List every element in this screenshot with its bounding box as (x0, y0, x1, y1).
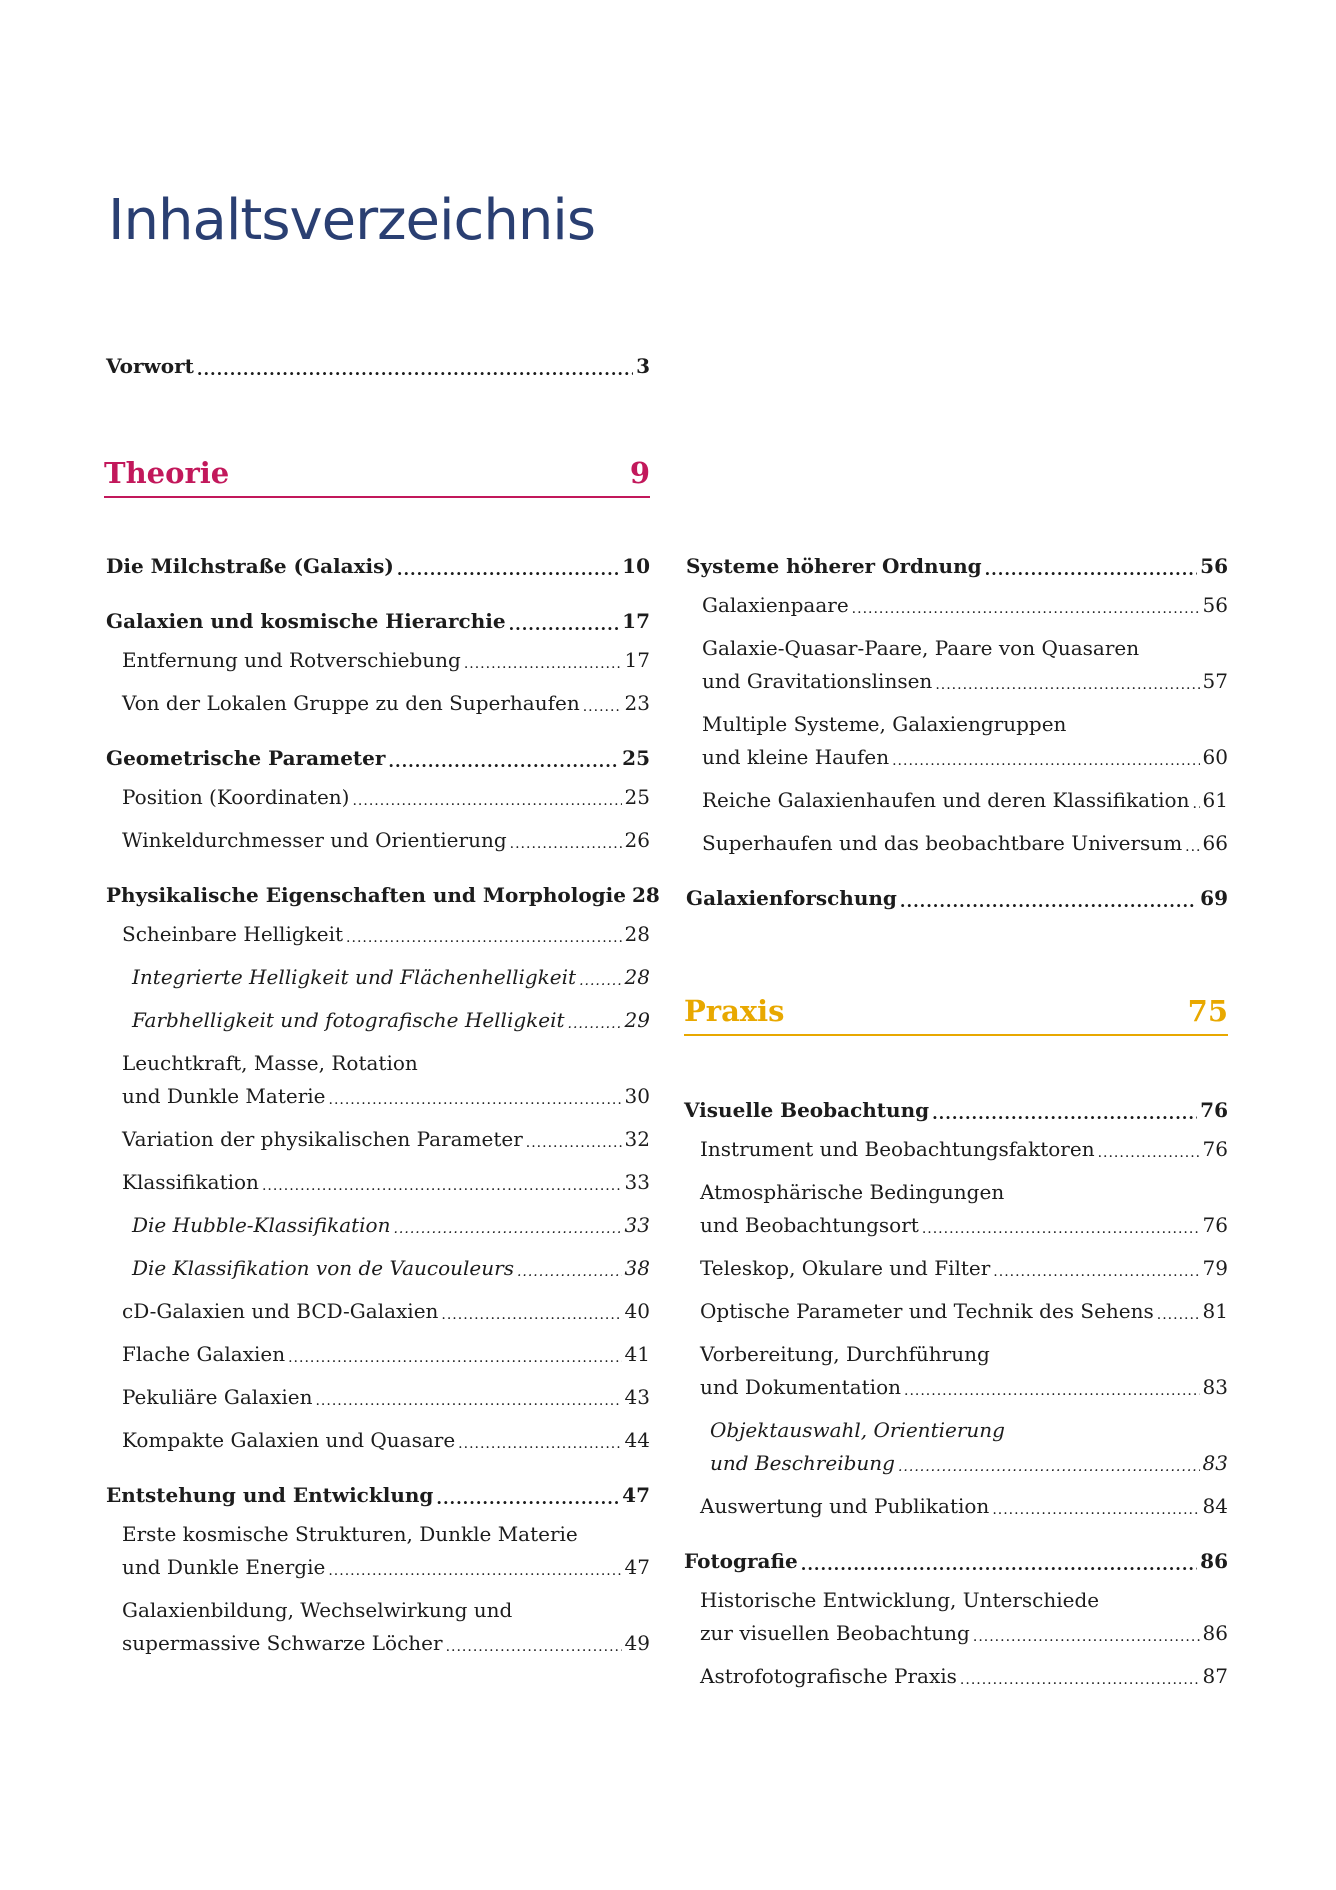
toc-entry-label: Geometrische Parameter (106, 746, 386, 770)
toc-entry-label: Multiple Systeme, Galaxiengruppen (702, 712, 1067, 736)
leader-dots (526, 1130, 622, 1156)
toc-entry-page: 25 (624, 785, 650, 809)
section-heading-theorie[interactable] (104, 450, 650, 498)
leader-dots (900, 889, 1197, 915)
toc-entry[interactable] (686, 827, 1228, 860)
toc-column-left (106, 550, 660, 1670)
toc-entry-page: 28 (632, 883, 660, 907)
toc-entry-label-continued: supermassive Schwarze Löcher (122, 1631, 443, 1655)
toc-entry-page: 30 (624, 1084, 650, 1108)
toc-entry-page: 76 (1202, 1137, 1228, 1161)
toc-entry-label: Physikalische Eigenschaften und Morphologie (106, 883, 626, 907)
leader-dots (441, 1302, 621, 1328)
section-page: 75 (1187, 994, 1228, 1028)
toc-entry[interactable] (686, 708, 1228, 774)
toc-entry-label: Farbhelligkeit und fotografische Helligkeit (132, 1008, 565, 1032)
toc-entry-page: 83 (1202, 1375, 1228, 1399)
toc-entry[interactable] (684, 1490, 1228, 1523)
section-title: Theorie (104, 456, 230, 490)
toc-entry[interactable] (684, 1660, 1228, 1693)
toc-entry-page: 79 (1202, 1256, 1228, 1280)
toc-entry[interactable] (686, 550, 1228, 583)
toc-entry[interactable] (106, 1166, 650, 1199)
toc-entry-label: Galaxienbildung, Wechselwirkung und (122, 1598, 513, 1622)
toc-entry-page: 56 (1200, 554, 1228, 578)
toc-entry-label-continued: und Beschreibung (710, 1451, 895, 1475)
leader-dots (1185, 834, 1199, 860)
toc-entry-page: 38 (624, 1256, 650, 1280)
toc-entry-page: 43 (624, 1385, 650, 1409)
leader-dots (262, 1173, 622, 1199)
leader-dots (446, 1634, 622, 1660)
toc-entry-label: Von der Lokalen Gruppe zu den Superhaufen (122, 691, 580, 715)
toc-entry-page: 29 (624, 1008, 650, 1032)
toc-entry[interactable] (684, 1295, 1228, 1328)
toc-entry[interactable] (106, 1424, 650, 1457)
toc-entry-label: Die Milchstraße (Galaxis) (106, 554, 394, 578)
toc-entry-page: 47 (624, 1555, 650, 1579)
toc-entry-page: 87 (1202, 1664, 1228, 1688)
toc-entry[interactable] (686, 882, 1228, 915)
leader-dots (852, 596, 1200, 622)
toc-entry-page: 60 (1202, 745, 1228, 769)
toc-entry[interactable] (106, 961, 650, 994)
toc-entry-label: Scheinbare Helligkeit (122, 922, 344, 946)
toc-entry-page: 33 (624, 1170, 650, 1194)
toc-entry-label: Entfernung und Rotverschiebung (122, 648, 461, 672)
toc-entry[interactable] (684, 1545, 1228, 1578)
toc-entry-label: Galaxien und kosmische Hierarchie (106, 609, 506, 633)
toc-entry-label-continued: und Dokumentation (700, 1375, 901, 1399)
leader-dots (1157, 1302, 1200, 1328)
leader-dots (1098, 1140, 1200, 1166)
toc-entry[interactable] (106, 550, 650, 583)
toc-entry[interactable] (686, 632, 1228, 698)
toc-entry-page: 17 (624, 648, 650, 672)
toc-entry-label: Flache Galaxien (122, 1342, 286, 1366)
leader-dots (960, 1667, 1200, 1693)
toc-entry-label: Klassifikation (122, 1170, 259, 1194)
toc-entry[interactable] (106, 824, 650, 857)
leader-dots (329, 1087, 622, 1113)
toc-entry-label: Entstehung und Entwicklung (106, 1483, 434, 1507)
toc-entry[interactable] (106, 1479, 650, 1512)
leader-dots (904, 1378, 1200, 1404)
toc-entry-label: Erste kosmische Strukturen, Dunkle Materie (122, 1522, 578, 1546)
toc-entry[interactable] (106, 1295, 650, 1328)
toc-entry[interactable] (106, 918, 650, 951)
leader-dots (932, 1101, 1197, 1127)
leader-dots (935, 672, 1199, 698)
toc-entry-page: 76 (1202, 1213, 1228, 1237)
toc-entry-page: 10 (622, 554, 650, 578)
toc-entry-label-continued: und Beobachtungsort (700, 1213, 919, 1237)
toc-entry-label: Optische Parameter und Technik des Sehens (700, 1299, 1154, 1323)
leader-dots (985, 557, 1198, 583)
section-page: 9 (629, 456, 650, 490)
toc-entry-page: 28 (624, 922, 650, 946)
toc-entry-label: Variation der physikalischen Parameter (122, 1127, 523, 1151)
toc-entry-label: Objektauswahl, Orientierung (710, 1418, 1005, 1442)
toc-entry-label: Reiche Galaxienhaufen und deren Klassifikation (702, 788, 1190, 812)
toc-entry[interactable] (106, 1338, 650, 1371)
toc-entry-label: Galaxienpaare (702, 593, 849, 617)
leader-dots (892, 748, 1199, 774)
toc-entry[interactable] (106, 644, 650, 677)
toc-entry-label: Systeme höherer Ordnung (686, 554, 982, 578)
toc-entry[interactable] (106, 1047, 650, 1113)
toc-entry-page: 3 (636, 354, 650, 378)
toc-entry-label: Galaxie-Quasar-Paare, Paare von Quasaren (702, 636, 1140, 660)
toc-entry[interactable] (684, 1414, 1228, 1480)
toc-entry[interactable] (106, 1381, 650, 1414)
toc-entry[interactable] (684, 1094, 1228, 1127)
toc-entry-label: Historische Entwicklung, Unterschiede (700, 1588, 1100, 1612)
toc-entry[interactable] (684, 1584, 1228, 1650)
leader-dots (458, 1431, 621, 1457)
toc-entry-page: 57 (1202, 669, 1228, 693)
toc-entry[interactable] (106, 781, 650, 814)
toc-entry-label: Visuelle Beobachtung (684, 1098, 930, 1122)
leader-dots (288, 1345, 621, 1371)
toc-entry-page: 86 (1200, 1549, 1228, 1573)
toc-entry-page: 56 (1202, 593, 1228, 617)
leader-dots (393, 1216, 621, 1242)
toc-entry-page: 32 (624, 1127, 650, 1151)
toc-entry[interactable] (106, 687, 650, 720)
toc-entry-label-continued: zur visuellen Beobachtung (700, 1621, 970, 1645)
toc-entry-vorwort[interactable] (106, 350, 650, 383)
toc-entry[interactable] (106, 1123, 650, 1156)
toc-entry-label: Auswertung und Publikation (700, 1494, 990, 1518)
leader-dots (464, 651, 622, 677)
toc-entry-label: Die Klassifikation von de Vaucouleurs (132, 1256, 514, 1280)
toc-entry[interactable] (106, 1004, 650, 1037)
leader-dots (583, 694, 622, 720)
toc-entry-page: 76 (1200, 1098, 1228, 1122)
leader-dots (328, 1558, 621, 1584)
toc-entry-label: Position (Koordinaten) (122, 785, 350, 809)
toc-entry-page: 86 (1202, 1621, 1228, 1645)
toc-entry-label: Kompakte Galaxien und Quasare (122, 1428, 456, 1452)
page-title: Inhaltsverzeichnis (108, 188, 596, 253)
toc-entry-page: 17 (622, 609, 650, 633)
toc-entry[interactable] (106, 742, 650, 775)
toc-entry-label: Galaxienforschung (686, 886, 897, 910)
leader-dots (1192, 791, 1199, 817)
toc-entry-page: 66 (1202, 831, 1228, 855)
toc-entry-page: 25 (622, 746, 650, 770)
leader-dots (397, 557, 619, 583)
toc-entry-page: 41 (624, 1342, 650, 1366)
toc-entry-label: Leuchtkraft, Masse, Rotation (122, 1051, 418, 1075)
toc-entry[interactable] (686, 784, 1228, 817)
toc-entry-label: Die Hubble-Klassifikation (132, 1213, 391, 1237)
toc-entry-page: 47 (622, 1483, 650, 1507)
toc-entry[interactable] (106, 1594, 650, 1660)
toc-entry-label-continued: und kleine Haufen (702, 745, 890, 769)
leader-dots (517, 1259, 622, 1285)
toc-entry-page: 81 (1202, 1299, 1228, 1323)
leader-dots (568, 1011, 622, 1037)
toc-entry-page: 26 (624, 828, 650, 852)
toc-entry-label: Atmosphärische Bedingungen (700, 1180, 1005, 1204)
toc-entry-label: Pekuliäre Galaxien (122, 1385, 313, 1409)
leader-dots (922, 1216, 1200, 1242)
toc-entry-page: 84 (1202, 1494, 1228, 1518)
toc-entry-page: 49 (624, 1631, 650, 1655)
leader-dots (388, 749, 619, 775)
leader-dots (346, 925, 622, 951)
toc-entry-label: Fotografie (684, 1549, 798, 1573)
toc-entry-label: Vorbereitung, Durchführung (700, 1342, 990, 1366)
leader-dots (315, 1388, 621, 1414)
toc-entry-label-continued: und Dunkle Materie (122, 1084, 326, 1108)
leader-dots (992, 1497, 1199, 1523)
leader-dots (993, 1259, 1199, 1285)
toc-entry-page: 28 (624, 965, 650, 989)
toc-entry-page: 61 (1202, 788, 1228, 812)
toc-entry-label: Astrofotografische Praxis (700, 1664, 957, 1688)
toc-entry[interactable] (686, 589, 1228, 622)
leader-dots (509, 612, 620, 638)
leader-dots (898, 1454, 1200, 1480)
leader-dots (436, 1486, 619, 1512)
toc-entry-label: Vorwort (106, 354, 194, 378)
toc-entry-label: Superhaufen und das beobachtbare Universum (702, 831, 1183, 855)
toc-entry[interactable] (684, 1133, 1228, 1166)
toc-entry[interactable] (684, 1338, 1228, 1404)
toc-entry-page: 44 (624, 1428, 650, 1452)
toc-column-right-theorie (686, 550, 1228, 921)
leader-dots (510, 831, 622, 857)
toc-column-right-praxis (684, 1094, 1228, 1703)
toc-entry-page: 69 (1200, 886, 1228, 910)
toc-entry-label-continued: und Gravitationslinsen (702, 669, 933, 693)
toc-entry-label: Winkeldurchmesser und Orientierung (122, 828, 507, 852)
leader-dots (973, 1624, 1200, 1650)
toc-entry-label-continued: und Dunkle Energie (122, 1555, 326, 1579)
leader-dots (579, 968, 621, 994)
toc-entry-label: Teleskop, Okulare und Filter (700, 1256, 991, 1280)
toc-entry-page: 23 (624, 691, 650, 715)
leader-dots (197, 357, 633, 383)
toc-entry[interactable] (684, 1176, 1228, 1242)
toc-entry[interactable] (106, 879, 660, 912)
toc-entry[interactable] (106, 1209, 650, 1242)
leader-dots (352, 788, 621, 814)
leader-dots (801, 1552, 1197, 1578)
toc-entry[interactable] (684, 1252, 1228, 1285)
toc-entry-label: cD-Galaxien und BCD-Galaxien (122, 1299, 439, 1323)
toc-entry-page: 40 (624, 1299, 650, 1323)
toc-entry[interactable] (106, 605, 650, 638)
toc-entry[interactable] (106, 1518, 650, 1584)
section-title: Praxis (684, 994, 785, 1028)
toc-entry-page: 33 (624, 1213, 650, 1237)
section-heading-praxis[interactable] (684, 988, 1228, 1036)
toc-entry[interactable] (106, 1252, 650, 1285)
toc-entry-label: Integrierte Helligkeit und Flächenhelligkeit (132, 965, 577, 989)
toc-entry-page: 83 (1202, 1451, 1228, 1475)
toc-entry-label: Instrument und Beobachtungsfaktoren (700, 1137, 1095, 1161)
